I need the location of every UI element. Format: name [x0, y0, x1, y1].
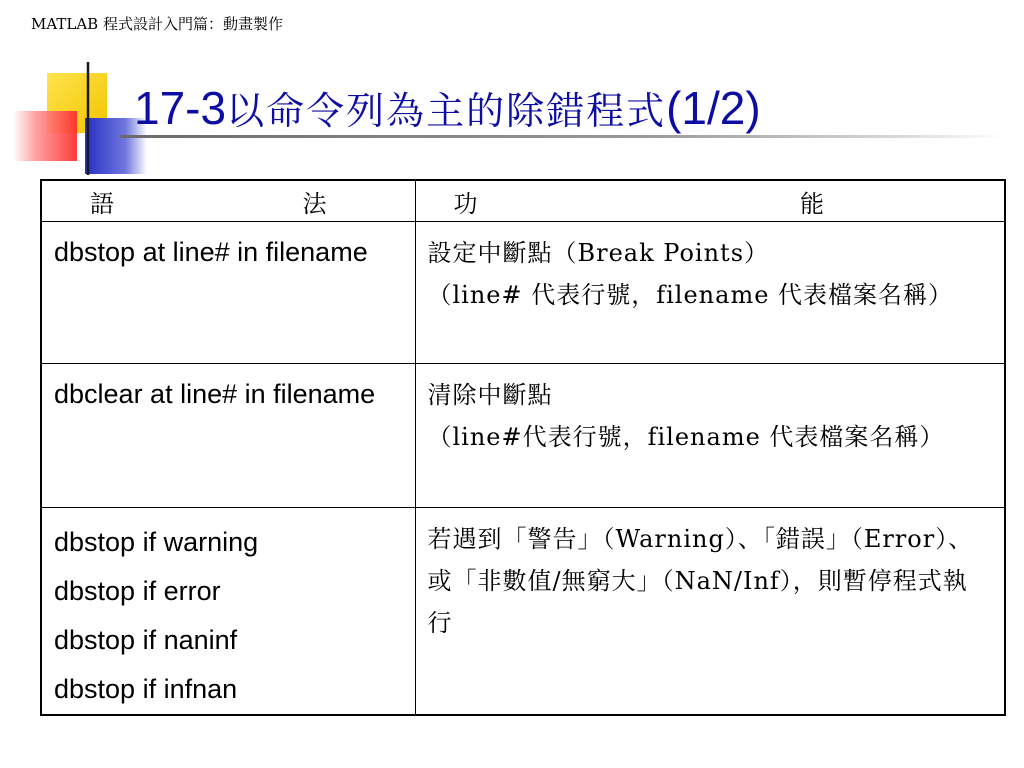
syntax-cell [41, 222, 415, 364]
deco-red-square [13, 111, 77, 161]
header-function [415, 180, 1005, 222]
table-row [41, 364, 1005, 508]
function-text: 清除中斷點 [427, 381, 553, 409]
function-text: 若遇到「警告」（Warning）、「錯誤」（Error）、或「非數值/無窮大」（NaN/Inf），則暫停程式執行 [427, 525, 974, 637]
debug-command-table [40, 179, 1004, 716]
slide-title [134, 78, 761, 149]
title-text: 以命令列為主的除錯程式 [226, 89, 667, 133]
table-header-row [41, 180, 1005, 222]
decorative-squares-graphic [0, 0, 150, 175]
function-text: 設定中斷點（Break Points） [427, 239, 770, 267]
syntax-cell [41, 508, 415, 716]
title-number: 17-3 [134, 82, 227, 134]
course-header: MATLAB 程式設計入門篇：動畫製作 [31, 15, 283, 33]
table-row [41, 508, 1005, 716]
function-cell [415, 222, 1005, 364]
header-syntax [41, 180, 415, 222]
syntax-cell [41, 364, 415, 508]
syntax-text: dbstop if naninf [54, 625, 238, 655]
syntax-text: dbstop if warning [54, 527, 259, 557]
table-row [41, 222, 1005, 364]
header-syntax-char-1: 語 [90, 189, 114, 218]
title-part: (1/2) [666, 82, 761, 134]
syntax-text: dbclear at line# in filename [54, 379, 376, 409]
function-cell [415, 364, 1005, 508]
header-function-char-1: 功 [453, 189, 478, 218]
syntax-text: dbstop if infnan [54, 674, 238, 704]
function-note: （line#代表行號，filename 代表檔案名稱） [427, 423, 945, 451]
syntax-text: dbstop if error [54, 576, 221, 606]
function-cell [415, 508, 1005, 716]
function-note: （line# 代表行號，filename 代表檔案名稱） [427, 281, 954, 309]
header-function-char-2: 能 [800, 189, 824, 218]
header-syntax-char-2: 法 [302, 189, 327, 218]
syntax-text: dbstop at line# in filename [54, 237, 368, 267]
